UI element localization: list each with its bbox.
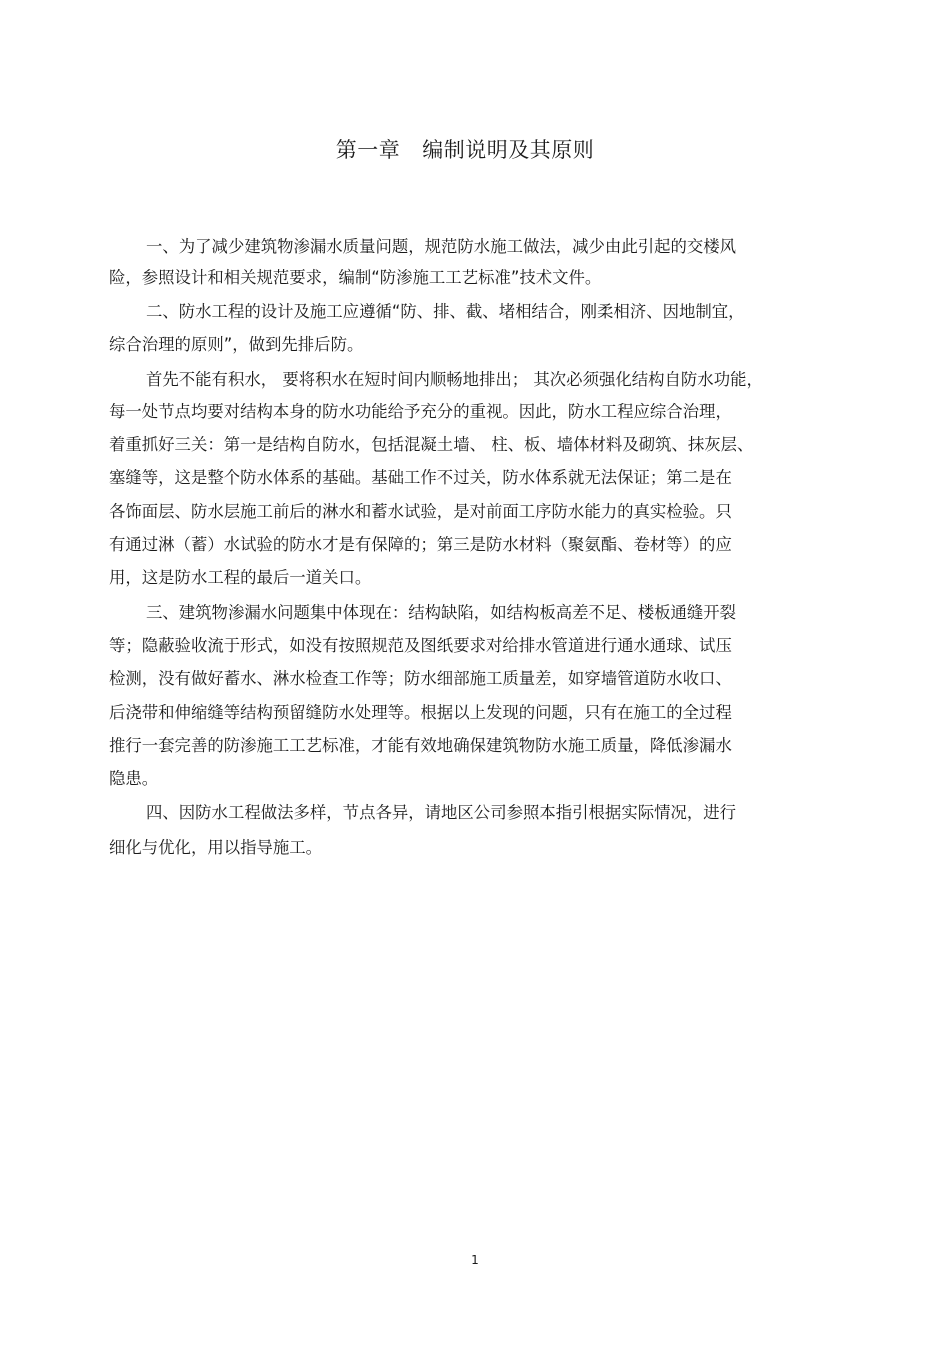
paragraph-line: 四、因防水工程做法多样，节点各异，请地区公司参照本指引根据实际情况，进行 xyxy=(146,803,737,822)
paragraph-line: 着重抓好三关：第一是结构自防水，包括混凝土墙、 柱、板、墙体材料及砌筑、抹灰层、 xyxy=(109,435,754,454)
paragraph-line: 隐患。 xyxy=(109,769,159,788)
paragraph-line: 险，参照设计和相关规范要求，编制“防渗施工工艺标准”技术文件。 xyxy=(109,268,602,287)
paragraph-line: 有通过淋（蓄）水试验的防水才是有保障的；第三是防水材料（聚氨酯、卷材等）的应 xyxy=(109,535,732,554)
paragraph-line: 首先不能有积水， 要将积水在短时间内顺畅地排出； 其次必须强化结构自防水功能， xyxy=(146,370,763,389)
paragraph-line: 后浇带和伸缩缝等结构预留缝防水处理等。根据以上发现的问题，只有在施工的全过程 xyxy=(109,703,732,722)
paragraph-line: 等；隐蔽验收流于形式，如没有按照规范及图纸要求对给排水管道进行通水通球、试压 xyxy=(109,636,732,655)
page-number: 1 xyxy=(471,1253,479,1267)
paragraph-line: 二、防水工程的设计及施工应遵循“防、排、截、堵相结合，刚柔相济、因地制宜， xyxy=(146,302,745,321)
paragraph-line: 用，这是防水工程的最后一道关口。 xyxy=(109,568,372,587)
paragraph-line: 三、建筑物渗漏水问题集中体现在：结构缺陷，如结构板高差不足、楼板通缝开裂 xyxy=(146,603,737,622)
paragraph-line: 检测，没有做好蓄水、淋水检查工作等；防水细部施工质量差，如穿墙管道防水收口、 xyxy=(109,669,732,688)
paragraph-line: 综合治理的原则”，做到先排后防。 xyxy=(109,335,364,354)
paragraph-line: 各饰面层、防水层施工前后的淋水和蓄水试验，是对前面工序防水能力的真实检验。只 xyxy=(109,502,732,521)
paragraph-line: 推行一套完善的防渗施工工艺标准，才能有效地确保建筑物防水施工质量，降低渗漏水 xyxy=(109,736,732,755)
chapter-heading: 编制说明及其原则 xyxy=(422,138,595,162)
chapter-number: 第一章 xyxy=(335,138,401,162)
paragraph-line: 塞缝等，这是整个防水体系的基础。基础工作不过关，防水体系就无法保证；第二是在 xyxy=(109,468,732,487)
paragraph-line: 细化与优化，用以指导施工。 xyxy=(109,838,323,857)
paragraph-line: 一、为了减少建筑物渗漏水质量问题，规范防水施工做法，减少由此引起的交楼风 xyxy=(146,237,737,256)
chapter-title xyxy=(0,134,930,164)
paragraph-line: 每一处节点均要对结构本身的防水功能给予充分的重视。因此，防水工程应综合治理， xyxy=(109,402,732,421)
